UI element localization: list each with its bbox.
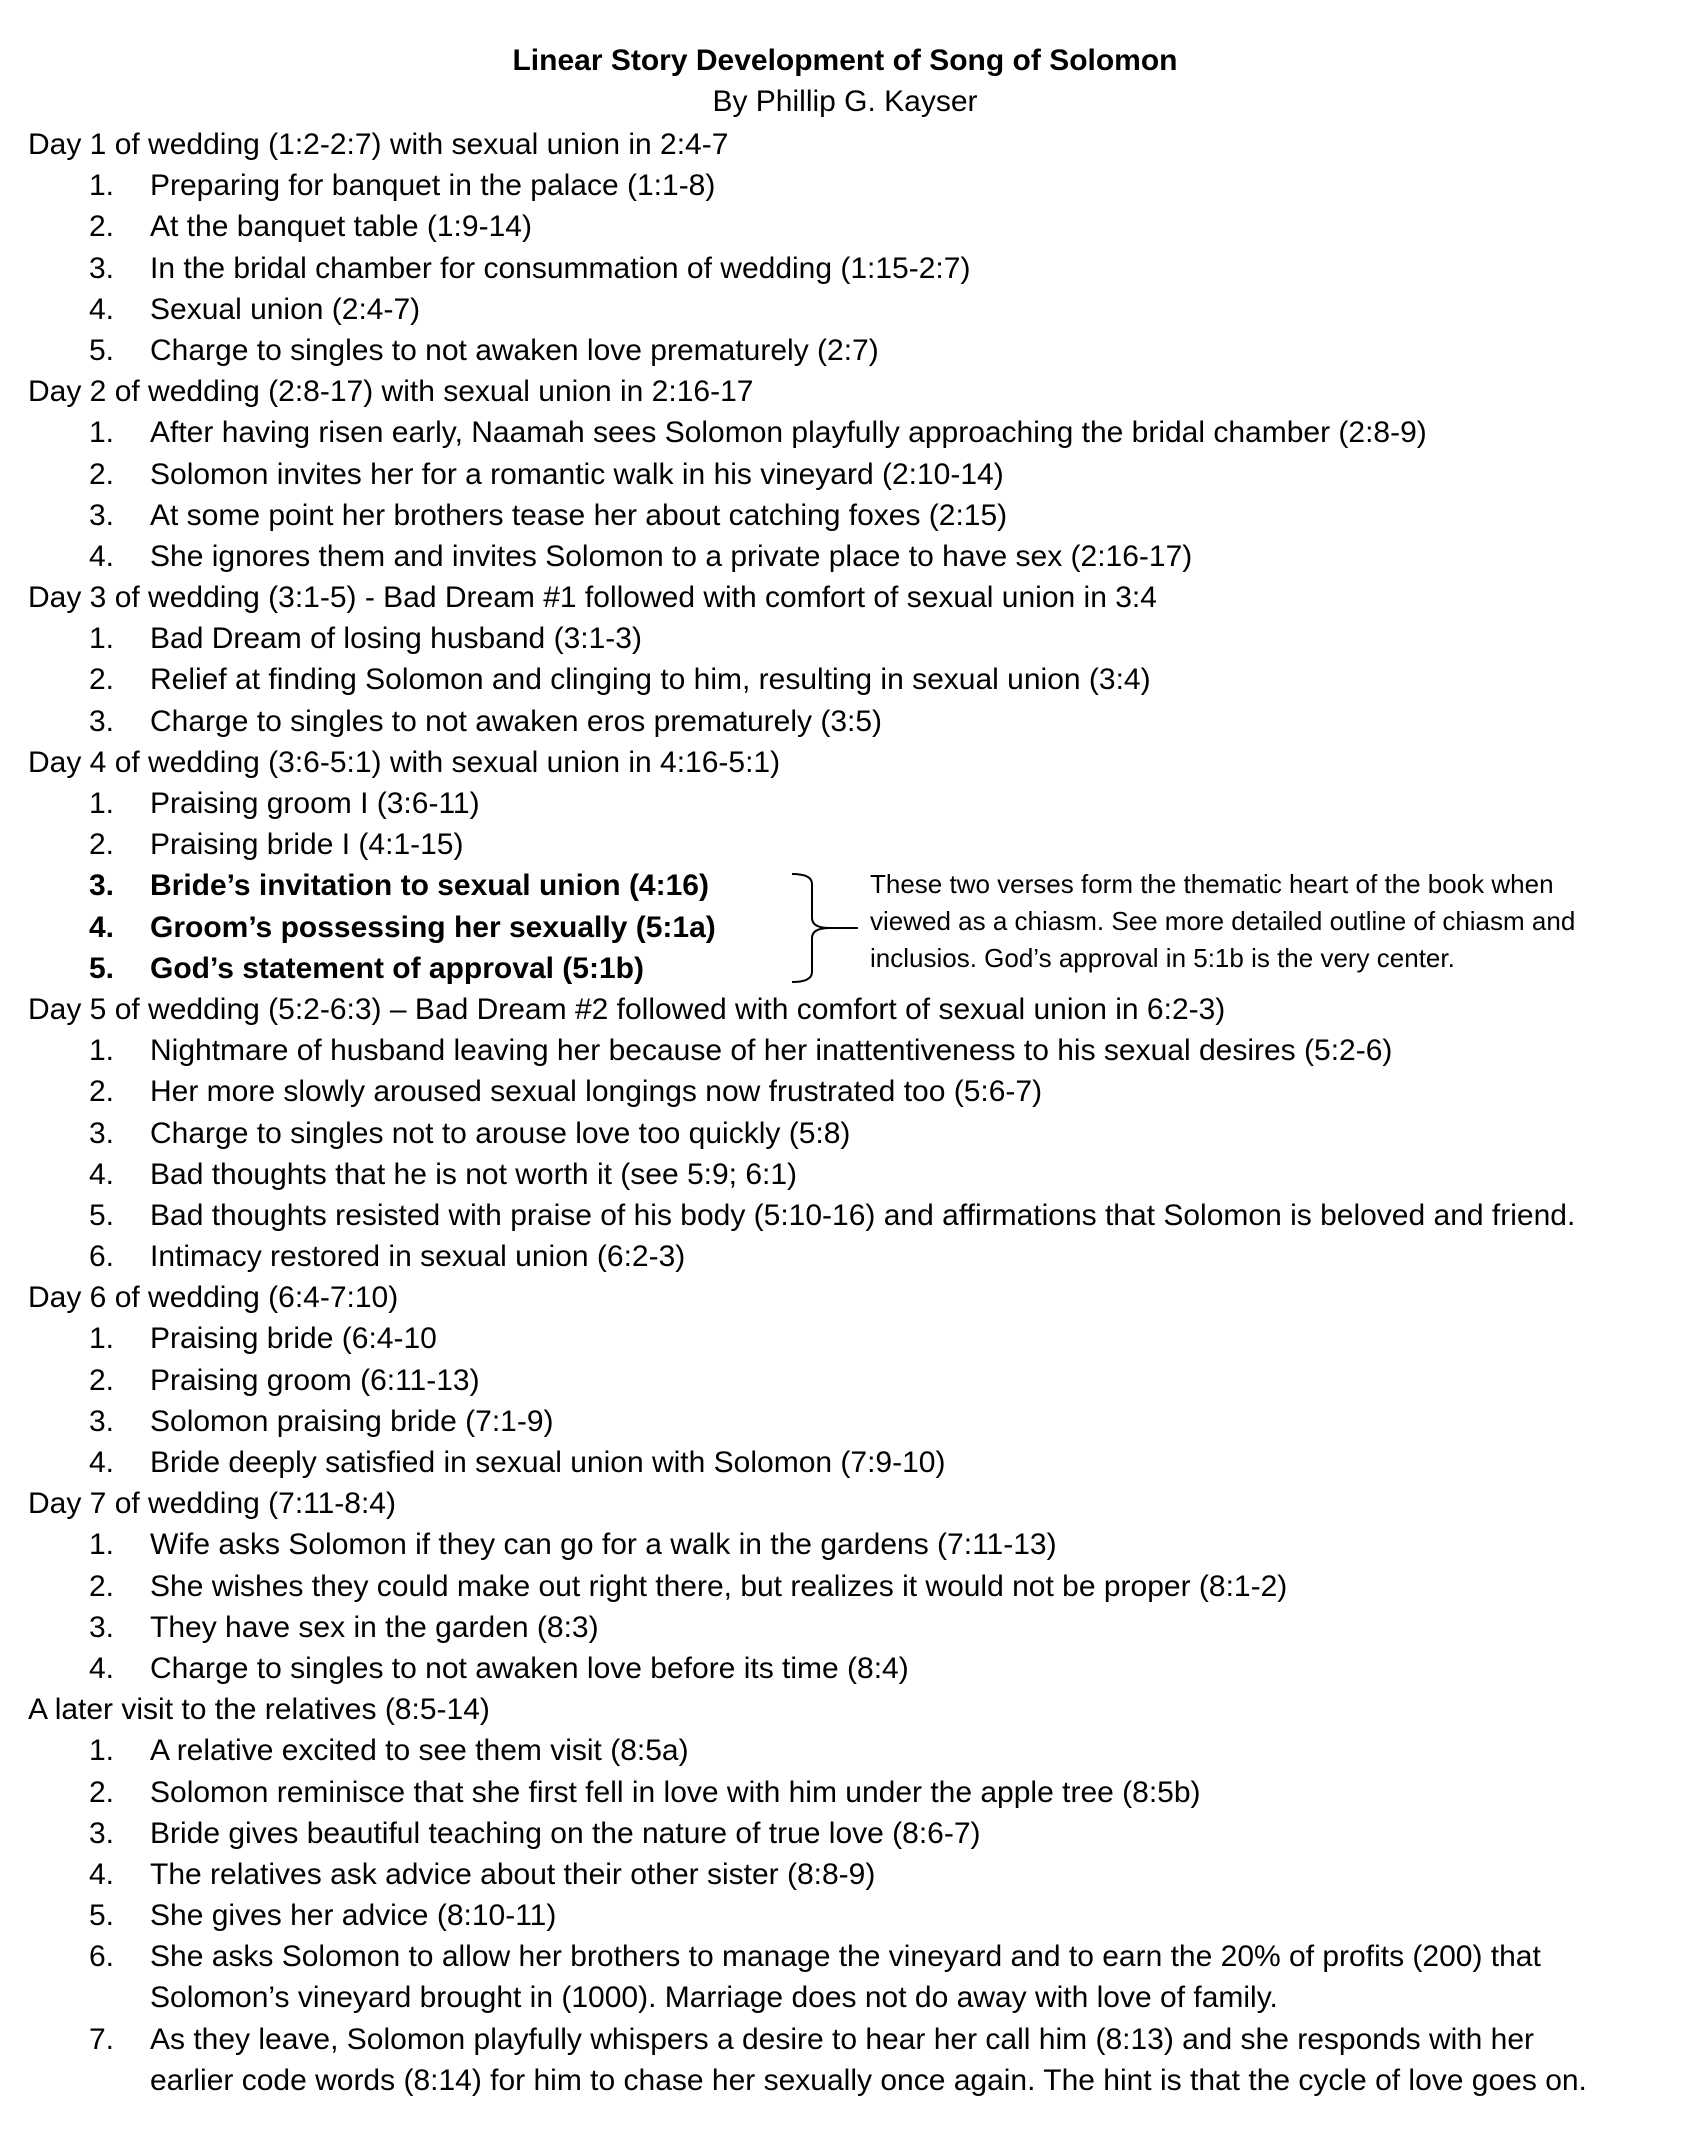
list-item-number: 1.	[88, 787, 114, 820]
list-item-continuation	[0, 2060, 1690, 2101]
list-item	[0, 1730, 1690, 1771]
section-heading: Day 6 of wedding (6:4-7:10)	[28, 1281, 399, 1315]
list-item-text: Preparing for banquet in the palace (1:1-8)	[150, 169, 716, 203]
list-item-text: They have sex in the garden (8:3)	[150, 1610, 599, 1644]
list-item-text: After having risen early, Naamah sees Solomon playfully approaching the bridal chamber (2:8-9)	[150, 416, 1427, 450]
side-note	[870, 866, 1660, 977]
list-item	[0, 1195, 1690, 1236]
list-item-number: 5.	[88, 333, 114, 367]
list-item-text: Charge to singles to not awaken love prematurely (2:7)	[150, 333, 879, 367]
list-item-number: 5.	[88, 1198, 114, 1232]
list-item-text: She wishes they could make out right there, but realizes it would not be proper (8:1-2)	[150, 1569, 1288, 1603]
section-heading: Day 7 of wedding (7:11-8:4)	[28, 1487, 396, 1521]
list-item-text: In the bridal chamber for consummation of wedding (1:15-2:7)	[150, 251, 971, 285]
list-item-text: At some point her brothers tease her about catching foxes (2:15)	[150, 498, 1008, 532]
list-item-number: 4.	[88, 539, 114, 573]
list-item-number: 4.	[88, 1651, 114, 1685]
list-item	[0, 248, 1690, 289]
list-item	[0, 165, 1690, 206]
list-item-text: Groom’s possessing her sexually (5:1a)	[150, 910, 716, 944]
list-item-text: Nightmare of husband leaving her because of her inattentiveness to his sexual desires (5:2-6)	[150, 1034, 1393, 1068]
list-item-text: Bad thoughts resisted with praise of his body (5:10-16) and affirmations that Solomon is beloved and friend.	[150, 1198, 1576, 1232]
list-item-number: 3.	[88, 1610, 114, 1644]
list-item-continuation	[0, 1977, 1690, 2018]
list-item-text: She gives her advice (8:10-11)	[150, 1899, 557, 1933]
list-item	[0, 412, 1690, 453]
list-item	[0, 206, 1690, 247]
list-item	[0, 536, 1690, 577]
list-item-number: 4.	[88, 1446, 114, 1479]
side-note-line: inclusios. God’s approval in 5:1b is the very center.	[870, 943, 1455, 973]
list-item-text: Solomon praising bride (7:1-9)	[150, 1404, 554, 1438]
list-item-text: Relief at finding Solomon and clinging to him, resulting in sexual union (3:4)	[150, 663, 1151, 697]
list-item	[0, 1524, 1690, 1565]
list-item-number: 2.	[88, 457, 114, 491]
curly-brace-icon	[790, 872, 860, 984]
list-item	[0, 701, 1690, 742]
list-item-text: Solomon’s vineyard brought in (1000). Marriage does not do away with love of family.	[150, 1981, 1278, 2015]
list-item-text: At the banquet table (1:9-14)	[150, 210, 532, 244]
section-heading: Day 4 of wedding (3:6-5:1) with sexual union in 4:16-5:1)	[28, 745, 781, 779]
document-author: By Phillip G. Kayser	[712, 85, 978, 118]
list-item-number: 3.	[88, 1404, 114, 1438]
list-item-number: 6.	[88, 1240, 114, 1274]
list-item	[0, 783, 1690, 824]
list-item	[0, 1813, 1690, 1854]
list-item	[0, 1030, 1690, 1071]
list-item-text: Bride deeply satisfied in sexual union with Solomon (7:9-10)	[150, 1446, 946, 1479]
list-item-number: 6.	[88, 1940, 114, 1974]
list-item-text: earlier code words (8:14) for him to chase her sexually once again. The hint is that the cycle of love goes on.	[150, 2063, 1587, 2097]
list-item-text: Praising bride (6:4-10	[150, 1322, 437, 1356]
list-item	[0, 1236, 1690, 1277]
list-item-number: 2.	[88, 210, 114, 244]
section-heading: A later visit to the relatives (8:5-14)	[28, 1693, 490, 1727]
list-item-text: Praising bride I (4:1-15)	[150, 828, 464, 862]
list-item	[0, 289, 1690, 330]
list-item	[0, 495, 1690, 536]
list-item	[0, 618, 1690, 659]
list-item	[0, 330, 1690, 371]
list-item-text: Wife asks Solomon if they can go for a walk in the gardens (7:11-13)	[150, 1528, 1057, 1562]
list-item-text: Charge to singles to not awaken love before its time (8:4)	[150, 1651, 909, 1685]
list-item-number: 2.	[88, 828, 114, 862]
list-item	[0, 1772, 1690, 1813]
list-item-number: 3.	[88, 869, 114, 903]
document-title: Linear Story Development of Song of Solomon	[512, 44, 1178, 77]
list-item-text: Bad thoughts that he is not worth it (see 5:9; 6:1)	[150, 1157, 798, 1191]
list-item-number: 3.	[88, 498, 114, 532]
list-item	[0, 1442, 1690, 1483]
list-item-text: A relative excited to see them visit (8:5a)	[150, 1734, 689, 1768]
list-item	[0, 1648, 1690, 1689]
list-item-number: 2.	[88, 1569, 114, 1603]
side-note-line: viewed as a chiasm. See more detailed outline of chiasm and	[870, 906, 1576, 936]
list-item-number: 1.	[88, 1034, 114, 1068]
list-item-number: 4.	[88, 292, 114, 326]
list-item-number: 4.	[88, 1157, 114, 1191]
list-item-text: Intimacy restored in sexual union (6:2-3)	[150, 1240, 686, 1274]
list-item-number: 1.	[88, 622, 114, 656]
section-heading: Day 3 of wedding (3:1-5) - Bad Dream #1 followed with comfort of sexual union in 3:4	[28, 581, 1157, 615]
list-item	[0, 824, 1690, 865]
list-item	[0, 454, 1690, 495]
list-item-number: 1.	[88, 1734, 114, 1768]
list-item	[0, 1071, 1690, 1112]
list-item-text: The relatives ask advice about their other sister (8:8-9)	[150, 1857, 876, 1891]
list-item-text: Charge to singles to not awaken eros prematurely (3:5)	[150, 704, 883, 738]
list-item-text: Solomon invites her for a romantic walk in his vineyard (2:10-14)	[150, 457, 1004, 491]
list-item	[0, 1154, 1690, 1195]
list-item-text: Sexual union (2:4-7)	[150, 292, 421, 326]
list-item	[0, 1113, 1690, 1154]
list-item-text: As they leave, Solomon playfully whispers a desire to hear her call him (8:13) and she responds with her	[150, 2022, 1535, 2056]
list-item-number: 2.	[88, 1363, 114, 1397]
list-item	[0, 659, 1690, 700]
list-item	[0, 1607, 1690, 1648]
list-item-text: Charge to singles not to arouse love too quickly (5:8)	[150, 1116, 851, 1150]
list-item	[0, 2019, 1690, 2060]
section-heading: Day 2 of wedding (2:8-17) with sexual union in 2:16-17	[28, 375, 754, 409]
list-item-number: 1.	[88, 1322, 114, 1356]
list-item-number: 4.	[88, 910, 114, 944]
list-item	[0, 1401, 1690, 1442]
list-item-text: Praising groom I (3:6-11)	[150, 787, 480, 820]
list-item-number: 5.	[88, 951, 114, 985]
side-note-line: These two verses form the thematic heart of the book when	[870, 869, 1554, 899]
list-item-number: 5.	[88, 1899, 114, 1933]
list-item-number: 2.	[88, 1775, 114, 1809]
list-item	[0, 1318, 1690, 1359]
list-item-number: 3.	[88, 251, 114, 285]
list-item-number: 2.	[88, 663, 114, 697]
list-item	[0, 1360, 1690, 1401]
list-item-text: Bride’s invitation to sexual union (4:16)	[150, 869, 709, 903]
outline	[0, 124, 1690, 2101]
list-item-number: 3.	[88, 1116, 114, 1150]
list-item-number: 7.	[88, 2022, 114, 2056]
list-item-text: Praising groom (6:11-13)	[150, 1363, 480, 1397]
list-item-number: 1.	[88, 169, 114, 203]
list-item	[0, 1854, 1690, 1895]
list-item-number: 4.	[88, 1857, 114, 1891]
section-heading: Day 1 of wedding (1:2-2:7) with sexual union in 2:4-7	[28, 128, 729, 161]
list-item-number: 1.	[88, 416, 114, 450]
list-item-number: 2.	[88, 1075, 114, 1109]
list-item-text: Bride gives beautiful teaching on the nature of true love (8:6-7)	[150, 1816, 981, 1850]
list-item-text: God’s statement of approval (5:1b)	[150, 951, 644, 985]
list-item	[0, 1566, 1690, 1607]
list-item-number: 1.	[88, 1528, 114, 1562]
list-item	[0, 1895, 1690, 1936]
list-item-number: 3.	[88, 704, 114, 738]
list-item-text: She ignores them and invites Solomon to a private place to have sex (2:16-17)	[150, 539, 1193, 573]
list-item-text: She asks Solomon to allow her brothers to manage the vineyard and to earn the 20% of profits (200) that	[150, 1940, 1541, 1974]
section-heading: Day 5 of wedding (5:2-6:3) – Bad Dream #2 followed with comfort of sexual union in 6:2-3)	[28, 992, 1226, 1026]
list-item	[0, 1936, 1690, 1977]
list-item-text: Her more slowly aroused sexual longings now frustrated too (5:6-7)	[150, 1075, 1043, 1109]
list-item-number: 3.	[88, 1816, 114, 1850]
list-item-text: Bad Dream of losing husband (3:1-3)	[150, 622, 642, 656]
list-item-text: Solomon reminisce that she first fell in love with him under the apple tree (8:5b)	[150, 1775, 1201, 1809]
